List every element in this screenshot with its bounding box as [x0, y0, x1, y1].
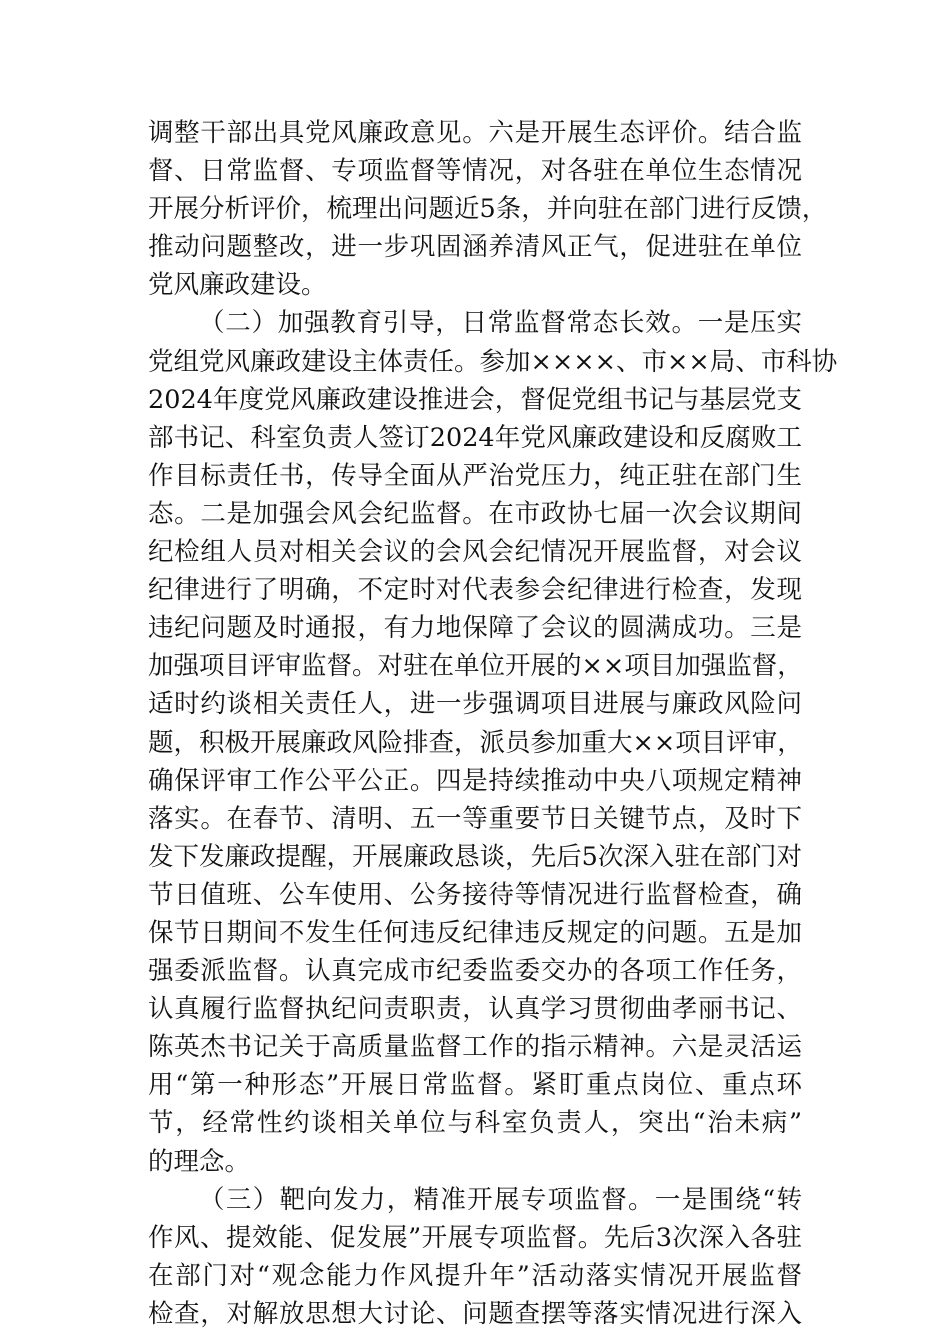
text-line: 在部门对“观念能力作风提升年”活动落实情况开展监督 — [148, 1260, 802, 1291]
text-line: 发下发廉政提醒，开展廉政恳谈，先后5次深入驻在部门对 — [148, 841, 802, 872]
text-line: 适时约谈相关责任人，进一步强调项目进展与廉政风险问 — [148, 689, 802, 720]
text-line: 节，经常性约谈相关单位与科室负责人，突出“治未病” — [148, 1108, 802, 1139]
text-line: 部书记、科室负责人签订2024年党风廉政建设和反腐败工 — [148, 422, 802, 453]
text-line: 作风、提效能、促发展”开展专项监督。先后3次深入各驻 — [148, 1222, 802, 1253]
text-line: 2024年度党风廉政建设推进会，督促党组书记与基层党支 — [148, 384, 802, 415]
paragraph-heading-line: （三）靶向发力，精准开展专项监督。一是围绕“转 — [199, 1184, 802, 1215]
text-line: 态。二是加强会风会纪监督。在市政协七届一次会议期间 — [148, 498, 802, 529]
text-line: 落实。在春节、清明、五一等重要节日关键节点，及时下 — [148, 803, 802, 834]
text-line: 党组党风廉政建设主体责任。参加××××、市××局、市科协 — [148, 346, 838, 377]
document-body — [148, 114, 838, 1333]
text-line: 违纪问题及时通报，有力地保障了会议的圆满成功。三是 — [148, 613, 802, 644]
text-line: 用“第一种形态”开展日常监督。紧盯重点岗位、重点环 — [148, 1070, 802, 1101]
text-line: 的理念。 — [148, 1146, 251, 1177]
text-line: 陈英杰书记关于高质量监督工作的指示精神。六是灵活运 — [148, 1032, 802, 1063]
text-line: 检查，对解放思想大讨论、问题查摆等落实情况进行深入 — [148, 1298, 802, 1329]
text-line: 加强项目评审监督。对驻在单位开展的××项目加强监督， — [148, 651, 803, 682]
text-line: 督、日常监督、专项监督等情况，对各驻在单位生态情况 — [148, 156, 802, 187]
text-line: 题，积极开展廉政风险排查，派员参加重大××项目评审， — [148, 727, 803, 758]
text-line: 节日值班、公车使用、公务接待等情况进行监督检查，确 — [148, 879, 802, 910]
text-line: 纪检组人员对相关会议的会风会纪情况开展监督，对会议 — [148, 537, 802, 568]
text-line: 强委派监督。认真完成市纪委监委交办的各项工作任务， — [148, 956, 802, 987]
text-line: 作目标责任书，传导全面从严治党压力，纯正驻在部门生 — [148, 460, 802, 491]
text-line: 推动问题整改，进一步巩固涵养清风正气，促进驻在单位 — [148, 232, 802, 263]
text-line: 开展分析评价，梳理出问题近5条，并向驻在部门进行反馈， — [148, 194, 828, 225]
text-line: 保节日期间不发生任何违反纪律违反规定的问题。五是加 — [148, 917, 802, 948]
text-line: 认真履行监督执纪问责职责，认真学习贯彻曲孝丽书记、 — [148, 994, 802, 1025]
text-line: 党风廉政建设。 — [148, 270, 327, 301]
text-line: 纪律进行了明确，不定时对代表参会纪律进行检查，发现 — [148, 575, 802, 606]
text-line: 确保评审工作公平公正。四是持续推动中央八项规定精神 — [148, 765, 802, 796]
paragraph-heading-line: （二）加强教育引导，日常监督常态长效。一是压实 — [199, 308, 802, 339]
text-line: 调整干部出具党风廉政意见。六是开展生态评价。结合监 — [148, 118, 802, 148]
